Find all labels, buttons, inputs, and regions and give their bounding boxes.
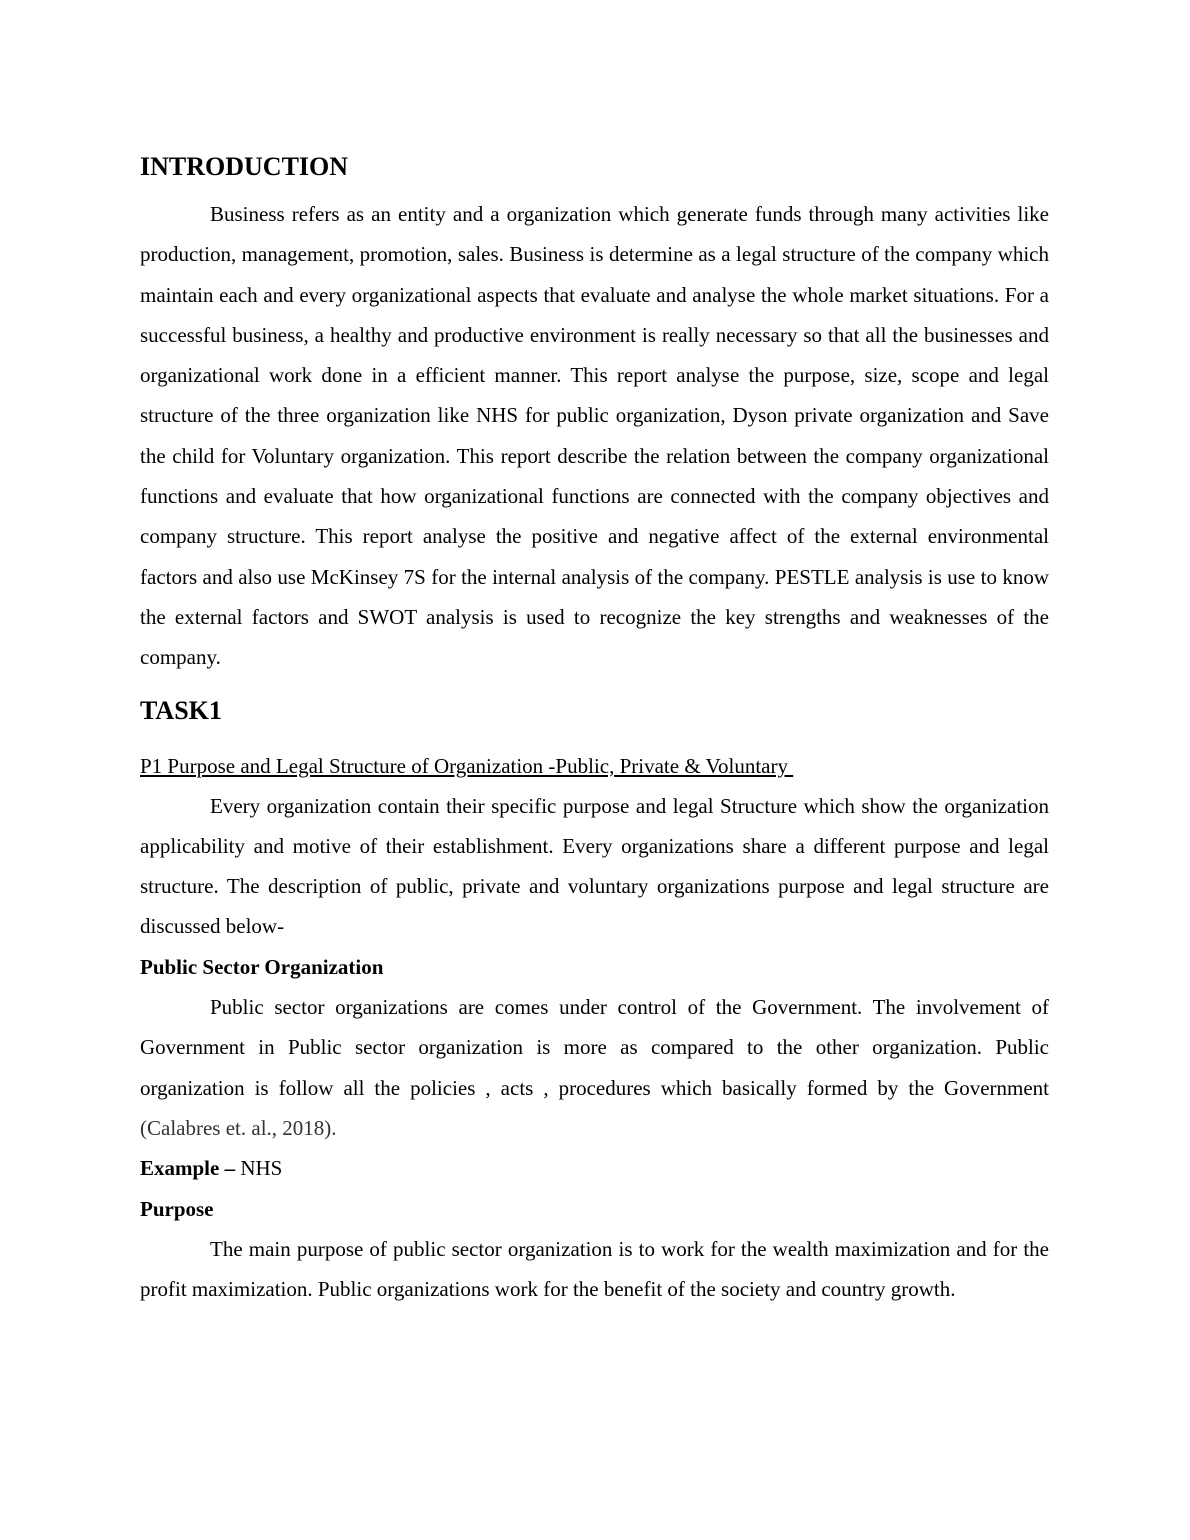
- example-value: NHS: [240, 1156, 283, 1181]
- p1-subheading-text: P1 Purpose and Legal Structure of Organization -Public, Private & Voluntary: [140, 753, 794, 778]
- introduction-heading: INTRODUCTION: [140, 152, 349, 181]
- public-sector-citation: (Calabres et. al., 2018).: [140, 1115, 337, 1140]
- purpose-paragraph: The main purpose of public sector organization is to work for the wealth maximization and for the profit maximization. Public organizations work for the benefit of the society and country growth.: [140, 1236, 1049, 1302]
- task1-heading: TASK1: [140, 695, 222, 725]
- p1-subheading: [140, 746, 1049, 786]
- purpose-heading: Purpose: [140, 1196, 214, 1221]
- example-label: Example –: [140, 1156, 236, 1181]
- introduction-paragraph: Business refers as an entity and a organization which generate funds through many activities like production, management, promotion, sales. Business is determine as a legal structure of the company which maintain each and every organizational aspects that evaluate and analyse the whole market situations. For a successful business, a healthy and productive environment is really necessary so that all the businesses and organizational work done in a efficient manner. This report analyse the purpose, size, scope and legal structure of the three organization like NHS for public organization, Dyson private organization and Save the child for Voluntary organization. This report describe the relation between the company organizational functions and evaluate that how organizational functions are connected with the company objectives and company structure. This report analyse the positive and negative affect of the external environmental factors and also use McKinsey 7S for the internal analysis of the company. PESTLE analysis is use to know the external factors and SWOT analysis is used to recognize the key strengths and weaknesses of the company.: [140, 202, 1049, 670]
- example-line: [140, 1148, 1049, 1188]
- document-page: [140, 150, 1049, 1309]
- public-sector-heading: Public Sector Organization: [140, 954, 384, 979]
- public-sector-text: Public sector organizations are comes under control of the Government. The involvement of Government in Public sector organization is more as compared to the other organization. Public organization is follow all the policies , acts , procedures which basically formed by the Government: [140, 995, 1049, 1100]
- task1-paragraph: Every organization contain their specific purpose and legal Structure which show the organization applicability and motive of their establishment. Every organizations share a different purpose and legal structure. The description of public, private and voluntary organizations purpose and legal structure are discussed below-: [140, 793, 1049, 939]
- public-sector-paragraph: [140, 987, 1049, 1148]
